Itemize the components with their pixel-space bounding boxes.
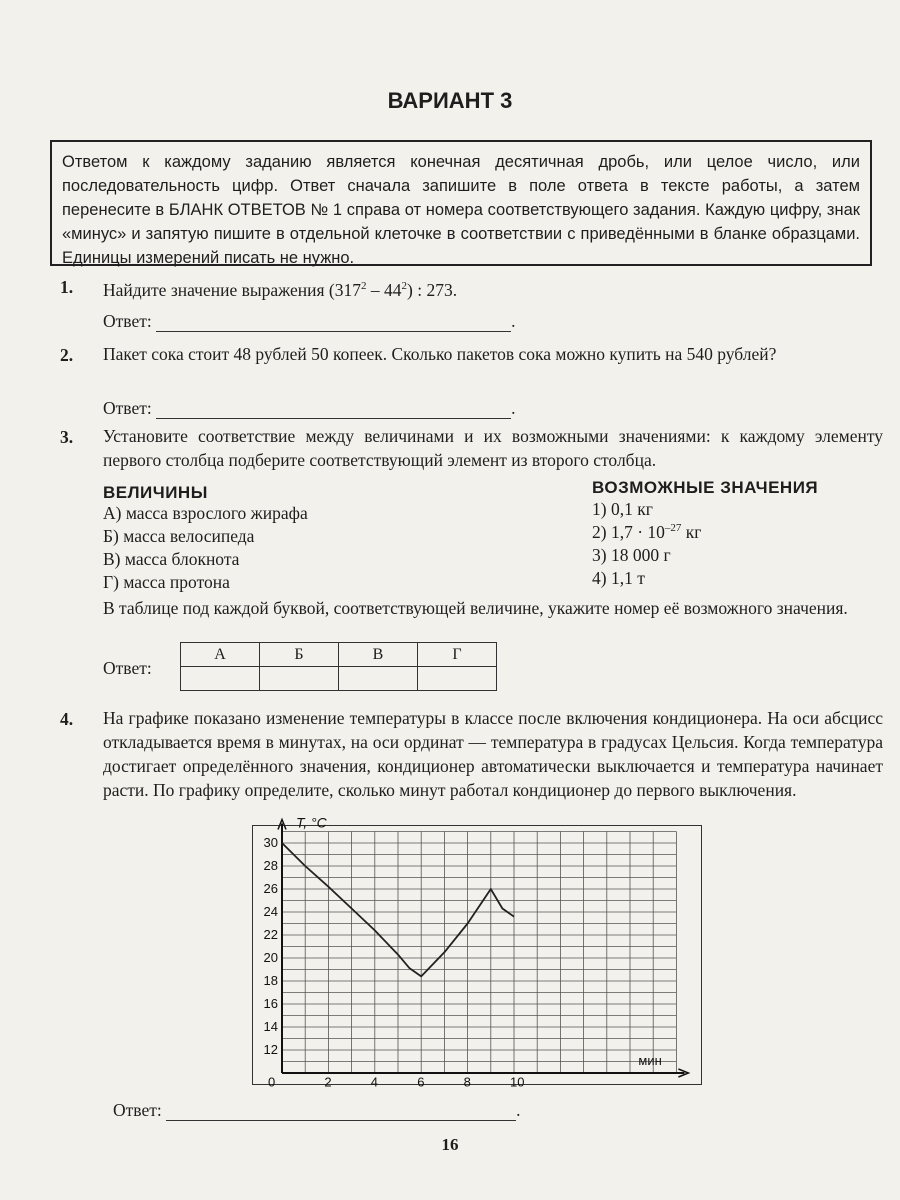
y-tick-label: 26: [263, 881, 278, 896]
q3-answer-table: [180, 642, 497, 691]
q3-number: 3.: [60, 427, 74, 447]
temperature-chart: [252, 814, 702, 1090]
q3-right-item: 4) 1,1 т: [592, 568, 645, 588]
y-tick-label: 30: [263, 835, 278, 850]
y-tick-label: 16: [263, 996, 278, 1011]
q3-answer-label: Ответ:: [103, 658, 152, 678]
x-tick-label: 6: [417, 1074, 425, 1090]
q1-answer-field[interactable]: [156, 313, 511, 332]
q1-text-part: Найдите значение выражения (317: [103, 279, 362, 300]
instructions-box: Ответом к каждому заданию является конечная десятичная дробь, или целое число, или последовательность цифр. Ответ сначала запишите в поле ответа в тексте работы, а затем перенесите в БЛАНК ОТВЕТОВ № 1 справа от номера соответствующего задания. Каждую цифру, знак «минус» и запятую пишите в отдельной клеточке в соответствии с приведёнными в бланке образцами. Единицы измерений писать не нужно.: [50, 140, 872, 266]
x-axis-label: мин: [638, 1053, 662, 1068]
q3-right-item: 3) 18 000 г: [592, 545, 671, 565]
q3-right-header: ВОЗМОЖНЫЕ ЗНАЧЕНИЯ: [592, 478, 819, 497]
q3-right-item: [592, 522, 701, 543]
q3-left-item: А) масса взрослого жирафа: [103, 503, 308, 523]
q3-table-header: Б: [260, 643, 339, 667]
q1-text-part: – 44: [366, 279, 402, 300]
q3-right-item-exponent: –27: [664, 522, 682, 535]
y-tick-label: 18: [263, 973, 278, 988]
chart-frame: [253, 826, 702, 1085]
y-tick-label: 12: [263, 1042, 278, 1057]
q3-right-item: 1) 0,1 кг: [592, 499, 653, 519]
y-axis-label: T, °C: [296, 814, 327, 831]
q3-table-answer-row: [181, 667, 497, 691]
y-tick-label: 28: [263, 858, 278, 873]
q2-answer-row: Ответ: .: [103, 398, 516, 418]
q4-answer-field[interactable]: [166, 1102, 516, 1121]
q3-table-header-row: [181, 643, 497, 667]
q1-exponent: 2: [361, 280, 367, 292]
q3-table-header: А: [181, 643, 260, 667]
x-tick-label: 4: [370, 1074, 379, 1090]
q3-answer-cell[interactable]: [418, 667, 497, 691]
q3-table-header: В: [339, 643, 418, 667]
q3-left-item: В) масса блокнота: [103, 549, 240, 569]
x-tick-label: 2: [324, 1074, 332, 1090]
q1-exponent: 2: [401, 280, 408, 292]
q3-left-item: Б) масса велосипеда: [103, 526, 255, 546]
q2-answer-field[interactable]: [156, 400, 511, 419]
q3-text: Установите соответствие между величинами и их возможными значениями: к каждому элементу первого столбца подберите соответствующий элемент из второго столбца.: [103, 426, 883, 470]
q3-right-item-text: 2) 1,7 · 10: [592, 522, 665, 542]
q3-answer-cell[interactable]: [339, 667, 418, 691]
q1-answer-row: Ответ: .: [103, 311, 516, 331]
answer-label: Ответ:: [113, 1100, 162, 1120]
q4-text: На графике показано изменение температуры в классе после включения кондиционера. На оси абсцисс откладывается время в минутах, на оси ординат — температура в градусах Цельсия. Когда температура достигает определённого значения, кондиционер автоматически выключается и температура начинает расти. По графику определите, сколько минут работал кондиционер до первого выключения.: [103, 708, 883, 800]
y-tick-label: 14: [263, 1019, 278, 1034]
q1-text-part: ) : 273.: [407, 279, 458, 300]
q3-table-header: Г: [418, 643, 497, 667]
x-tick-label: 0: [268, 1074, 276, 1090]
q1-number: 1.: [60, 277, 74, 297]
page-number: 16: [441, 1135, 459, 1154]
answer-label: Ответ:: [103, 398, 152, 418]
x-tick-label: 8: [463, 1074, 471, 1090]
q4-number: 4.: [60, 709, 74, 729]
q3-answer-cell[interactable]: [260, 667, 339, 691]
x-tick-label: 10: [510, 1074, 525, 1090]
q2-text: Пакет сока стоит 48 рублей 50 копеек. Сколько пакетов сока можно купить на 540 рублей?: [103, 344, 777, 364]
q3-table-note: В таблице под каждой буквой, соответствующей величине, укажите номер её возможного значения.: [103, 598, 848, 618]
q3-left-header: ВЕЛИЧИНЫ: [103, 483, 208, 502]
q3-left-item: Г) масса протона: [103, 572, 230, 592]
q4-answer-row: Ответ: .: [113, 1100, 521, 1120]
answer-label: Ответ:: [103, 311, 152, 331]
q1-text: [103, 274, 883, 302]
variant-title: ВАРИАНТ 3: [387, 88, 513, 113]
y-tick-label: 22: [263, 927, 278, 942]
q3-answer-cell[interactable]: [181, 667, 260, 691]
y-tick-label: 20: [263, 950, 278, 965]
y-tick-label: 24: [263, 904, 278, 919]
q3-right-item-unit: кг: [681, 522, 702, 542]
q2-number: 2.: [60, 345, 74, 365]
